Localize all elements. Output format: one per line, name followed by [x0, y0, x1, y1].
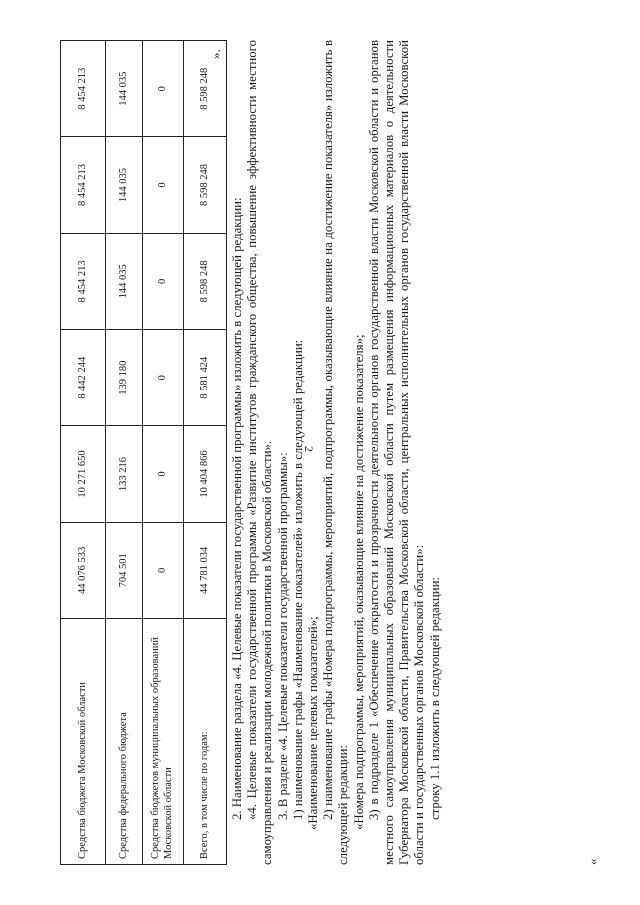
table-cell: 10 271 650 — [61, 426, 106, 522]
table-cell: 44 781 034 — [184, 522, 227, 618]
row-label: Средства федерального бюджета — [106, 619, 143, 865]
paragraph: 1) наименование графы «Наименование показателей» изложить в следующей редакции: — [290, 339, 305, 820]
row-label: Всего, в том числе по годам: — [184, 619, 227, 865]
table-row — [106, 41, 143, 865]
paragraph: «Наименование целевых показателей»; — [306, 616, 321, 830]
opening-quote: « — [585, 858, 600, 865]
document-body — [230, 40, 443, 865]
table-cell: 704 501 — [106, 522, 143, 618]
financing-table — [60, 40, 227, 865]
table-cell: 8 454 213 — [61, 137, 106, 233]
closing-quote: ». — [208, 49, 223, 59]
paragraph: 2. Наименование раздела «4. Целевые показатели государственной программы» изложить в следующей редакции: — [230, 197, 244, 820]
table-cell: 133 216 — [106, 426, 143, 522]
table-row — [143, 41, 184, 865]
rotated-page-content — [60, 40, 605, 865]
table-cell: 8 442 244 — [61, 330, 106, 426]
table-cell: 0 — [143, 41, 184, 137]
paragraph: «Номера подпрограммы, мероприятий, оказывающие влияние на достижение показателя»; — [351, 334, 366, 830]
table-cell: 10 404 866 — [184, 426, 227, 522]
table-cell: 8 581 424 — [184, 330, 227, 426]
table-row — [184, 41, 227, 865]
paragraph: 2) наименование графы «Номера подпрограммы, мероприятий, подпрограммы, оказывающие влияние на достижение показателя» изложить в следующей редакции: — [321, 40, 351, 865]
table-cell: 0 — [143, 137, 184, 233]
paragraph: 3. В разделе «4. Целевые показатели государственной программы»: — [275, 452, 290, 820]
paragraph: строку 1.1 изложить в следующей редакции: — [427, 576, 442, 820]
paragraph: «4. Целевые показатели государственной программы «Развитие институтов гражданского общества, повышение эффективности местного самоуправления и реализации молодежной политики в Московской области». — [245, 40, 275, 865]
table-cell: 0 — [143, 233, 184, 329]
table-cell: 8 598 248 — [184, 41, 227, 137]
table-cell: 8 454 213 — [61, 233, 106, 329]
table-cell: 144 035 — [106, 41, 143, 137]
table-cell: 139 180 — [106, 330, 143, 426]
table-cell: 8 454 213 — [61, 41, 106, 137]
table-cell: 8 598 248 — [184, 233, 227, 329]
table-cell: 0 — [143, 426, 184, 522]
row-label: Средства бюджета Московской области — [61, 619, 106, 865]
table-cell: 0 — [143, 522, 184, 618]
table-cell: 144 035 — [106, 137, 143, 233]
paragraph: 3) в подразделе 1 «Обеспечение открытости и прозрачности деятельности органов государственной власти Московской области и органов местного самоуправления муниципальных образований Московской области путем размещения информационных материалов о деятельности Губернатора Московской области, Правительства Московской области, центральных исполнительных органов государственной власти Московской области и государственных органов Московской области»: — [366, 40, 427, 865]
table-cell: 0 — [143, 330, 184, 426]
table-cell: 44 076 533 — [61, 522, 106, 618]
page-number: 2 — [302, 446, 316, 452]
table-row — [61, 41, 106, 865]
table-cell: 8 598 248 — [184, 137, 227, 233]
row-label: Средства бюджетов муниципальных образований Московской области — [143, 619, 184, 865]
table-cell: 144 035 — [106, 233, 143, 329]
